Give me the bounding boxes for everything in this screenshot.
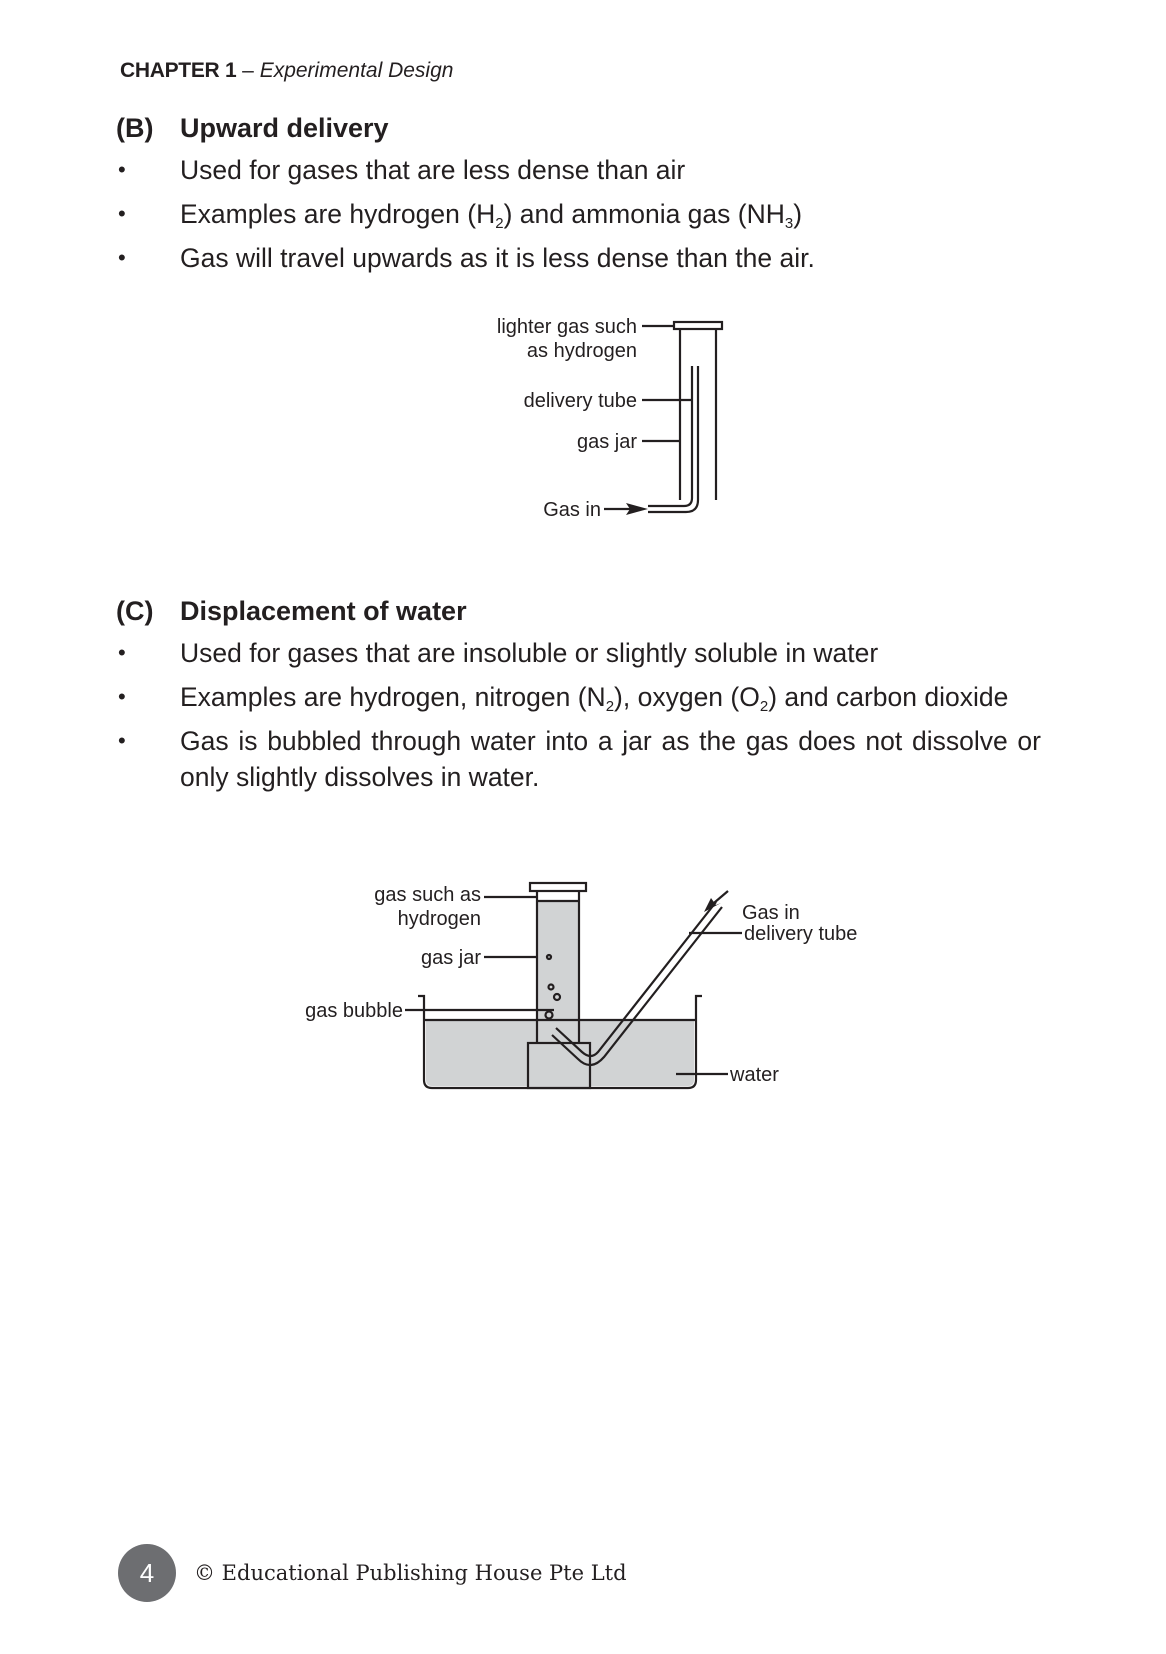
section-b-title: Upward delivery: [180, 113, 389, 143]
jar-water: [538, 901, 578, 1020]
copyright-text: © Educational Publishing House Pte Ltd: [194, 1561, 627, 1585]
label-lighter-gas-1: lighter gas such: [496, 316, 637, 338]
label-gas-such-as: gas such as: [374, 884, 481, 906]
label-delivery-tube: delivery tube: [744, 923, 858, 945]
gas-jar-lid: [530, 883, 586, 891]
label-gas-in: Gas in: [543, 499, 601, 521]
label-delivery-tube: delivery tube: [523, 390, 637, 412]
bullet-dot: •: [118, 640, 126, 665]
page-number: 4: [118, 1544, 176, 1602]
chapter-label: CHAPTER 1: [120, 59, 237, 82]
label-gas-in: Gas in: [742, 902, 800, 924]
bullet-dot: •: [118, 684, 126, 709]
section-b-letter: (B): [116, 113, 154, 143]
chapter-topic: Experimental Design: [259, 59, 454, 82]
header-separator: –: [236, 59, 260, 82]
label-hydrogen: hydrogen: [397, 908, 481, 930]
label-gas-jar: gas jar: [420, 947, 481, 969]
bullet-dot: •: [118, 201, 126, 226]
delivery-tube: [648, 366, 692, 506]
label-gas-bubble: gas bubble: [305, 1000, 403, 1022]
list-item: • Used for gases that are insoluble or slightly soluble in water: [116, 635, 1041, 671]
list-item: • Examples are hydrogen, nitrogen $(N_2)$, oxygen $(O_2)$ and carbon dioxide: [116, 679, 1041, 715]
list-item: • Examples are hydrogen $(H_2)$ and ammonia gas $(NH_3)$: [116, 196, 1041, 232]
section-c-bullets: [116, 635, 1041, 803]
upward-delivery-diagram: [0, 300, 1166, 560]
gas-jar-lid: [674, 322, 722, 329]
bullet-dot: •: [118, 728, 126, 753]
label-water: water: [730, 1064, 779, 1086]
section-c-heading: [116, 595, 467, 627]
water-displacement-diagram: [0, 860, 1166, 1120]
bullet-dot: •: [118, 245, 126, 270]
section-c-title: Displacement of water: [180, 596, 467, 626]
list-item: • Gas will travel upwards as it is less dense than the air.: [116, 240, 1041, 276]
section-b-bullets: [116, 152, 1041, 284]
running-head: [120, 58, 453, 84]
list-item: • Gas is bubbled through water into a jar as the gas does not dissolve or only slightly dissolves in water.: [116, 723, 1041, 795]
section-b-heading: [116, 112, 389, 144]
bullet-dot: •: [118, 157, 126, 182]
label-lighter-gas-2: as hydrogen: [526, 340, 637, 362]
list-item: • Used for gases that are less dense than air: [116, 152, 1041, 188]
section-c-letter: (C): [116, 596, 154, 626]
label-gas-jar: gas jar: [576, 431, 637, 453]
